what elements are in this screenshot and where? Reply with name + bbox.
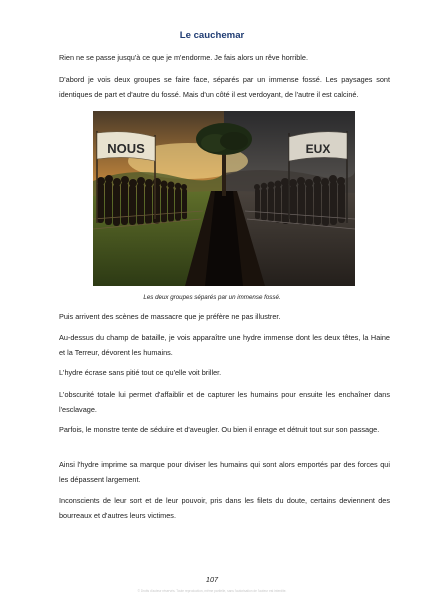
- illustration-svg: [93, 111, 355, 286]
- page-number: 107: [205, 575, 219, 584]
- paragraph-2: D'abord je vois deux groupes se faire face, séparés par un immense fossé. Les paysages sont identiques de part et d'autre du fossé. Mais d'un côté il est verdoyant, de l'autre il est calciné.: [59, 75, 390, 99]
- group-left: [97, 175, 187, 226]
- copyright-footer: © Droits d'auteur réservés. Toute reproduction, même partielle, sans l'autorisation de l'auteur est interdite.: [137, 589, 287, 593]
- figure-caption: Les deux groupes séparés par un immense fossé.: [143, 294, 281, 301]
- paragraph-3: Puis arrivent des scènes de massacre que je préfère ne pas illustrer.: [59, 312, 281, 321]
- paragraph-1: Rien ne se passe jusqu'à ce que je m'endorme. Je fais alors un rêve horrible.: [59, 53, 308, 62]
- paragraph-5: L'hydre écrase sans pitié tout ce qu'elle voit briller.: [59, 368, 222, 377]
- paragraph-8: Ainsi l'hydre imprime sa marque pour diviser les humains qui sont alors emportés par des forces qui les dépassent largement.: [59, 460, 390, 484]
- paragraph-4: Au-dessus du champ de bataille, je vois apparaître une hydre immense dont les deux têtes, la Haine et la Terreur, dévorent les humains.: [59, 333, 390, 357]
- paragraph-6: L'obscurité totale lui permet d'affaiblir et de capturer les humains pour ensuite les enchaîner dans l'esclavage.: [59, 390, 390, 414]
- illustration: [93, 111, 355, 286]
- paragraph-7: Parfois, le monstre tente de séduire et d'aveugler. Ou bien il enrage et détruit tout sur son passage.: [59, 425, 380, 434]
- banner-left-text: NOUS: [107, 141, 145, 156]
- chapter-title: Le cauchemar: [179, 30, 245, 41]
- paragraph-9: Inconscients de leur sort et de leur pouvoir, pris dans les filets du doute, certains deviennent des bourreaux et d'autres leurs victimes.: [59, 496, 390, 520]
- banner-right-text: EUX: [305, 142, 331, 156]
